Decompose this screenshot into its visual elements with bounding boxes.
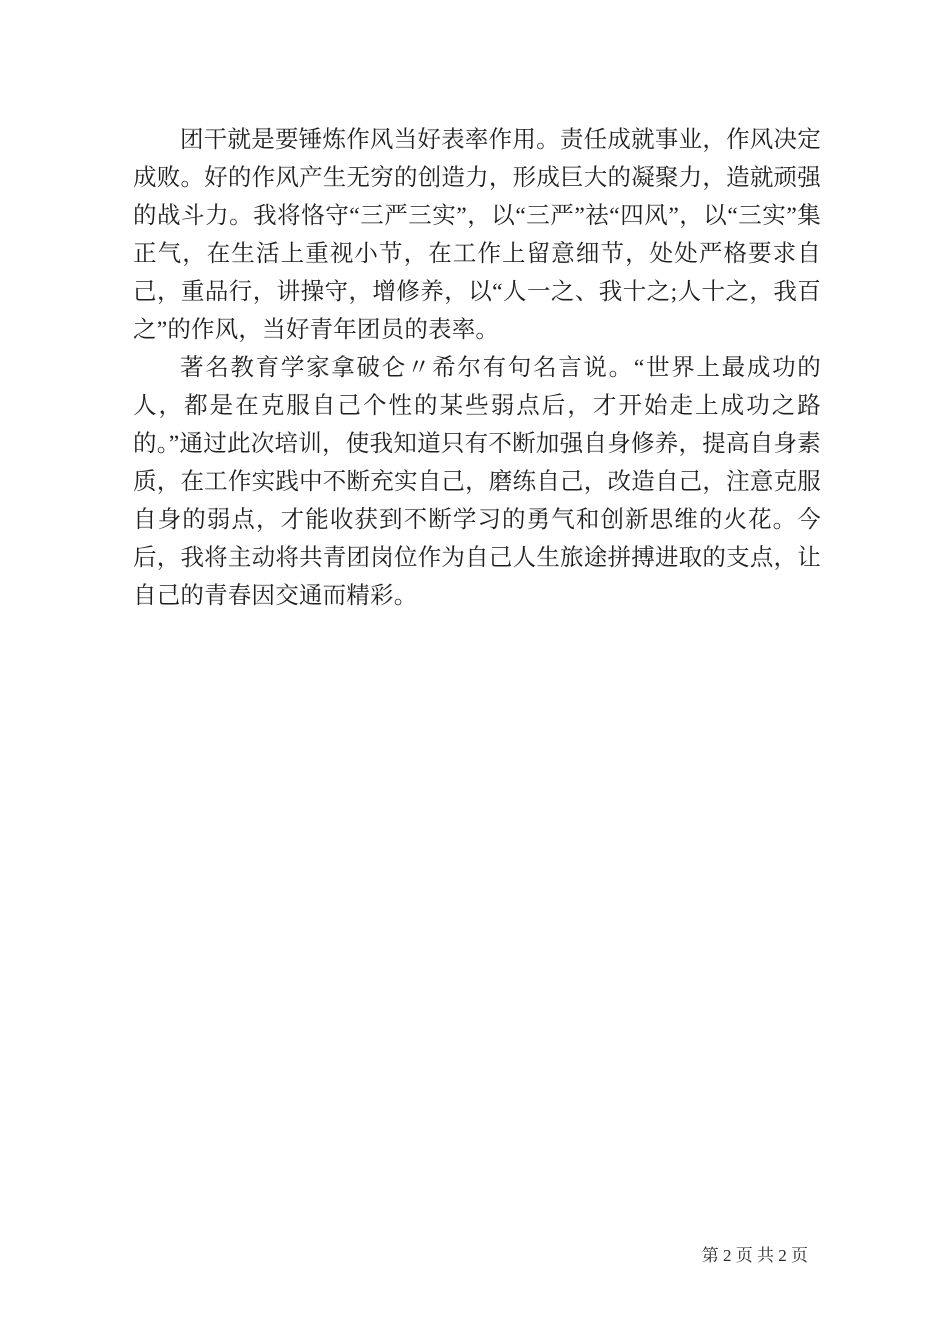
paragraph: 团干就是要锤炼作风当好表率作用。责任成就事业，作风决定成败。好的作风产生无穷的创造力，形成巨大的凝聚力，造就顽强的战斗力。我将恪守“三严三实”，以“三严”祛“四风”，以“三实”集正气，在生活上重视小节，在工作上留意细节，处处严格要求自己，重品行，讲操守，增修养，以“人一之、我十之;人十之，我百之”的作风，当好青年团员的表率。 [133,127,821,343]
document-body [133,121,821,615]
page-number-footer: 第 2 页 共 2 页 [701,1246,808,1265]
paragraph: 著名教育学家拿破仑〃希尔有句名言说。“世界上最成功的人，都是在克服自己个性的某些弱点后，才开始走上成功之路的。”通过此次培训，使我知道只有不断加强自身修养，提高自身素质，在工作实践中不断充实自己，磨练自己，改造自己，注意克服自身的弱点，才能收获到不断学习的勇气和创新思维的火花。今后，我将主动将共青团岗位作为自己人生旅途拼搏进取的支点，让自己的青春因交通而精彩。 [133,355,821,609]
